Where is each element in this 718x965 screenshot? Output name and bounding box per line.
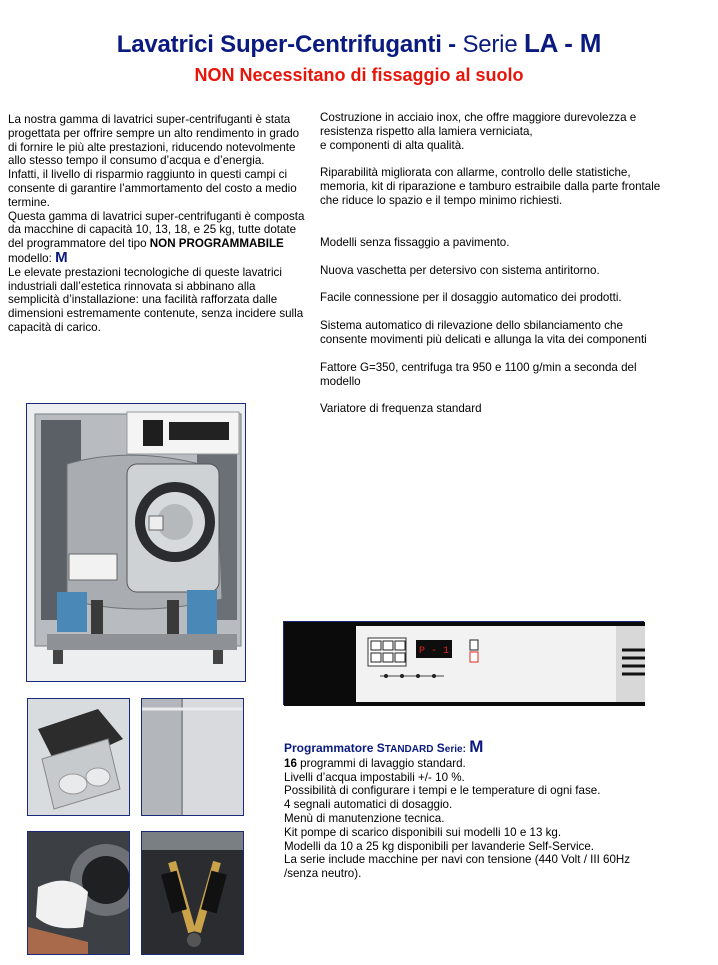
intro-paragraph-1: La nostra gamma di lavatrici super-centrifuganti è stata progettata per offrire sempre un alto rendimento in grado di fornire le più alte prestazioni, riducendo notevolmente allo stesso tempo il consumo d’acqua e d’energia. bbox=[8, 113, 300, 168]
feature-item: Modelli senza fissaggio a pavimento. bbox=[320, 235, 510, 249]
washing-machine-illustration bbox=[27, 404, 246, 682]
detergent-drawer-illustration bbox=[28, 699, 130, 816]
programmer-heading-serie-rest: erie: bbox=[444, 744, 466, 755]
programmer-line: La serie include macchine per navi con tensione (440 Volt / III 60Hz /senza neutro). bbox=[284, 853, 631, 881]
washing-machine-photo bbox=[26, 403, 246, 682]
programmer-line: Kit pompe di scarico disponibili sui modelli 10 e 13 kg. bbox=[284, 825, 562, 839]
stainless-steel-illustration bbox=[142, 699, 244, 816]
control-panel-illustration bbox=[284, 622, 645, 706]
drum-loading-illustration bbox=[28, 832, 130, 955]
programmer-heading-s: S bbox=[376, 741, 385, 755]
programmer-line bbox=[284, 757, 664, 771]
features-list bbox=[320, 111, 668, 416]
detergent-drawer-photo bbox=[27, 698, 130, 816]
feature-item: Facile connessione per il dosaggio automatico dei prodotti. bbox=[320, 291, 622, 305]
shock-absorbers-photo bbox=[141, 831, 244, 955]
shock-absorbers-illustration bbox=[142, 832, 244, 955]
feature-item: Riparabilità migliorata con allarme, controllo delle statistiche, memoria, kit di riparazione e tamburo estraibile dalla parte frontale che riduce lo spazio e il tempo minimo richiesti. bbox=[320, 166, 661, 207]
intro-text bbox=[8, 113, 308, 335]
feature-item: Sistema automatico di rilevazione dello sbilanciamento che consente movimenti più delicati e allunga la vita dei componenti bbox=[320, 319, 647, 346]
feature-item: Nuova vaschetta per detersivo con sistema antiritorno. bbox=[320, 263, 600, 277]
feature-item: Costruzione in acciaio inox, che offre maggiore durevolezza e resistenza rispetto alla lamiera verniciata, bbox=[320, 111, 637, 138]
panel-display-text: P - 1 bbox=[418, 646, 450, 657]
programmer-line: Livelli d’acqua impostabili +/- 10 %. bbox=[284, 770, 465, 784]
intro-paragraph-3-text: Questa gamma di lavatrici super-centrifuganti è composta da macchine di capacità 10, 13, 18, e 25 kg, tutte dotate del programmatore del tipo bbox=[8, 209, 305, 251]
title-main: Lavatrici Super-Centrifuganti - bbox=[116, 31, 456, 58]
programmer-heading bbox=[284, 737, 664, 757]
title-model-code: LA - M bbox=[523, 28, 602, 58]
programmer-line: Possibilità di configurare i tempi e le temperature di ogni fase. bbox=[284, 784, 601, 798]
model-letter: M bbox=[55, 248, 68, 266]
programmer-line: Modelli da 10 a 25 kg disponibili per lavanderie Self-Service. bbox=[284, 839, 594, 853]
programs-count: 16 bbox=[284, 756, 297, 770]
programmer-heading-rest: TANDARD bbox=[384, 744, 434, 755]
programs-text: programmi di lavaggio standard. bbox=[300, 756, 466, 770]
programmer-model-letter: M bbox=[469, 737, 484, 756]
title-serie: Serie bbox=[462, 31, 518, 58]
programmer-heading-start: Programmatore bbox=[284, 741, 374, 755]
feature-item: Fattore G=350, centrifuga tra 950 e 1100 g/min a seconda del modello bbox=[320, 360, 637, 388]
programmer-line: Menù di manutenzione tecnica. bbox=[284, 811, 445, 825]
page-subtitle: NON Necessitano di fissaggio al suolo bbox=[194, 65, 524, 85]
model-label: modello: bbox=[8, 251, 52, 265]
control-panel-photo bbox=[283, 621, 644, 705]
intro-paragraph-3 bbox=[8, 210, 308, 266]
non-programmabile-label: NON PROGRAMMABILE bbox=[149, 237, 284, 251]
page-title bbox=[0, 28, 718, 60]
programmer-heading-serie-s: S bbox=[436, 741, 445, 755]
feature-item: Variatore di frequenza standard bbox=[320, 402, 482, 416]
drum-loading-photo bbox=[27, 831, 130, 955]
programmer-line: 4 segnali automatici di dosaggio. bbox=[284, 798, 453, 812]
intro-paragraph-2: Infatti, il livello di risparmio raggiunto in questi campi ci consente di garantire l’ammortamento del costo a medio termine. bbox=[8, 168, 297, 209]
stainless-steel-detail-photo bbox=[141, 698, 244, 816]
programmer-section bbox=[284, 737, 664, 881]
intro-paragraph-4: Le elevate prestazioni tecnologiche di queste lavatrici industriali dall’estetica rinnovata si abbinano alla semplicità d’installazione: una facilità rafforzata dalle dimensioni estremamente contenute, senza incidere sulla capacità di carico. bbox=[8, 265, 304, 334]
feature-item: e componenti di alta qualità. bbox=[320, 138, 465, 152]
